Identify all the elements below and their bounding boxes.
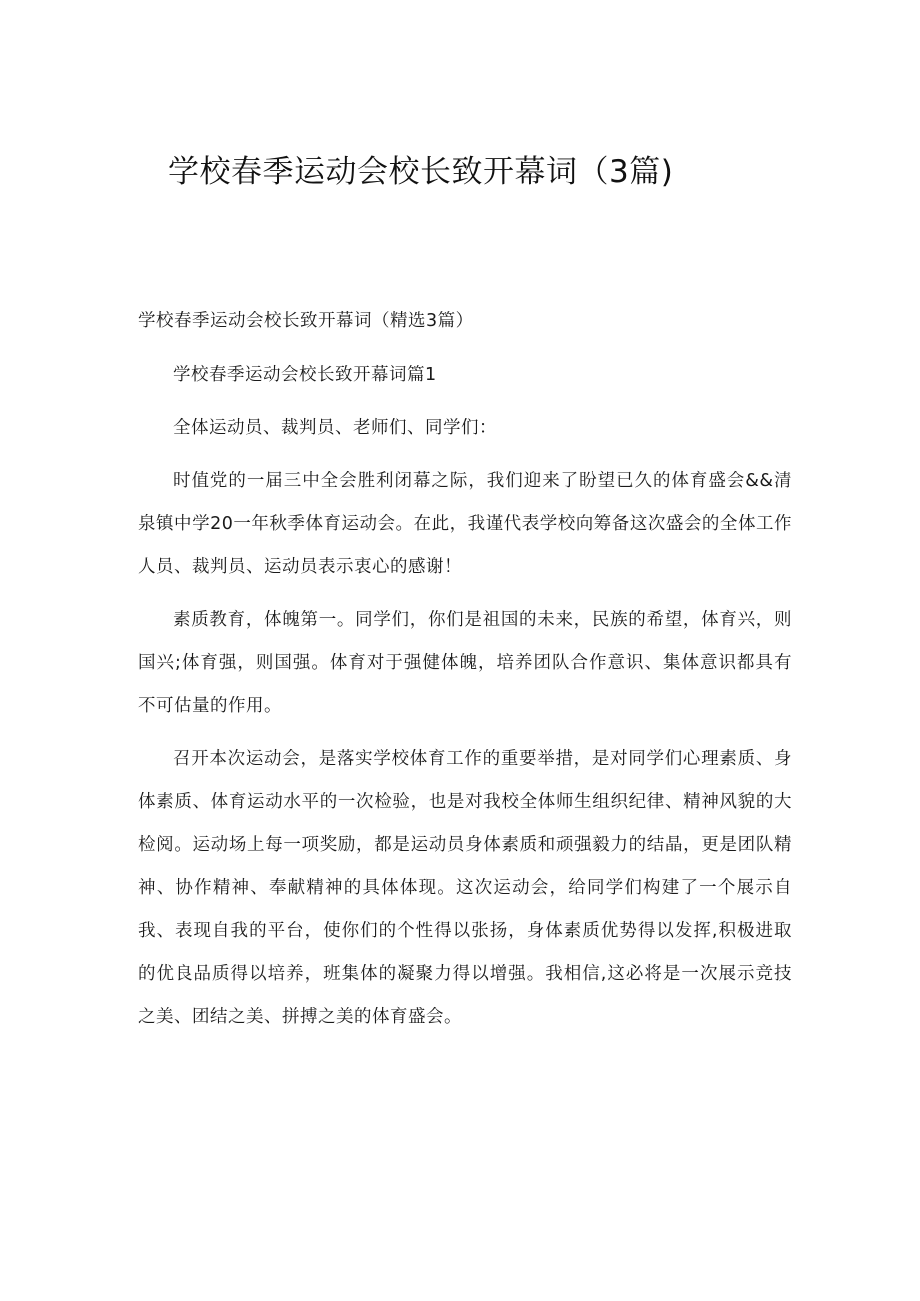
document-body (138, 300, 792, 1039)
document-subtitle: 学校春季运动会校长致开幕词（精选3篇） (138, 311, 474, 331)
paragraph: 素质教育，体魄第一。同学们，你们是祖国的未来，民族的希望，体育兴，则国兴;体育强，则国强。体育对于强健体魄，培养团队合作意识、集体意识都具有不可估量的作用。 (138, 610, 792, 716)
document-title: 学校春季运动会校长致开幕词（3篇) (168, 154, 674, 190)
paragraph: 时值党的一届三中全会胜利闭幕之际，我们迎来了盼望已久的体育盛会&&清泉镇中学20一年秋季体育运动会。在此，我谨代表学校向筹备这次盛会的全体工作人员、裁判员、运动员表示衷心的感谢！ (138, 471, 792, 577)
greeting: 全体运动员、裁判员、老师们、同学们： (173, 418, 497, 438)
paragraph: 召开本次运动会，是落实学校体育工作的重要举措，是对同学们心理素质、身体素质、体育运动水平的一次检验，也是对我校全体师生组织纪律、精神风貌的大检阅。运动场上每一项奖励，都是运动员身体素质和顽强毅力的结晶，更是团队精神、协作精神、奉献精神的具体体现。这次运动会，给同学们构建了一个展示自我、表现自我的平台，使你们的个性得以张扬，身体素质优势得以发挥,积极进取的优良品质得以培养，班集体的凝聚力得以增强。我相信,这必将是一次展示竞技之美、团结之美、拼搏之美的体育盛会。 (138, 749, 792, 1027)
section-heading: 学校春季运动会校长致开幕词篇1 (173, 365, 437, 385)
